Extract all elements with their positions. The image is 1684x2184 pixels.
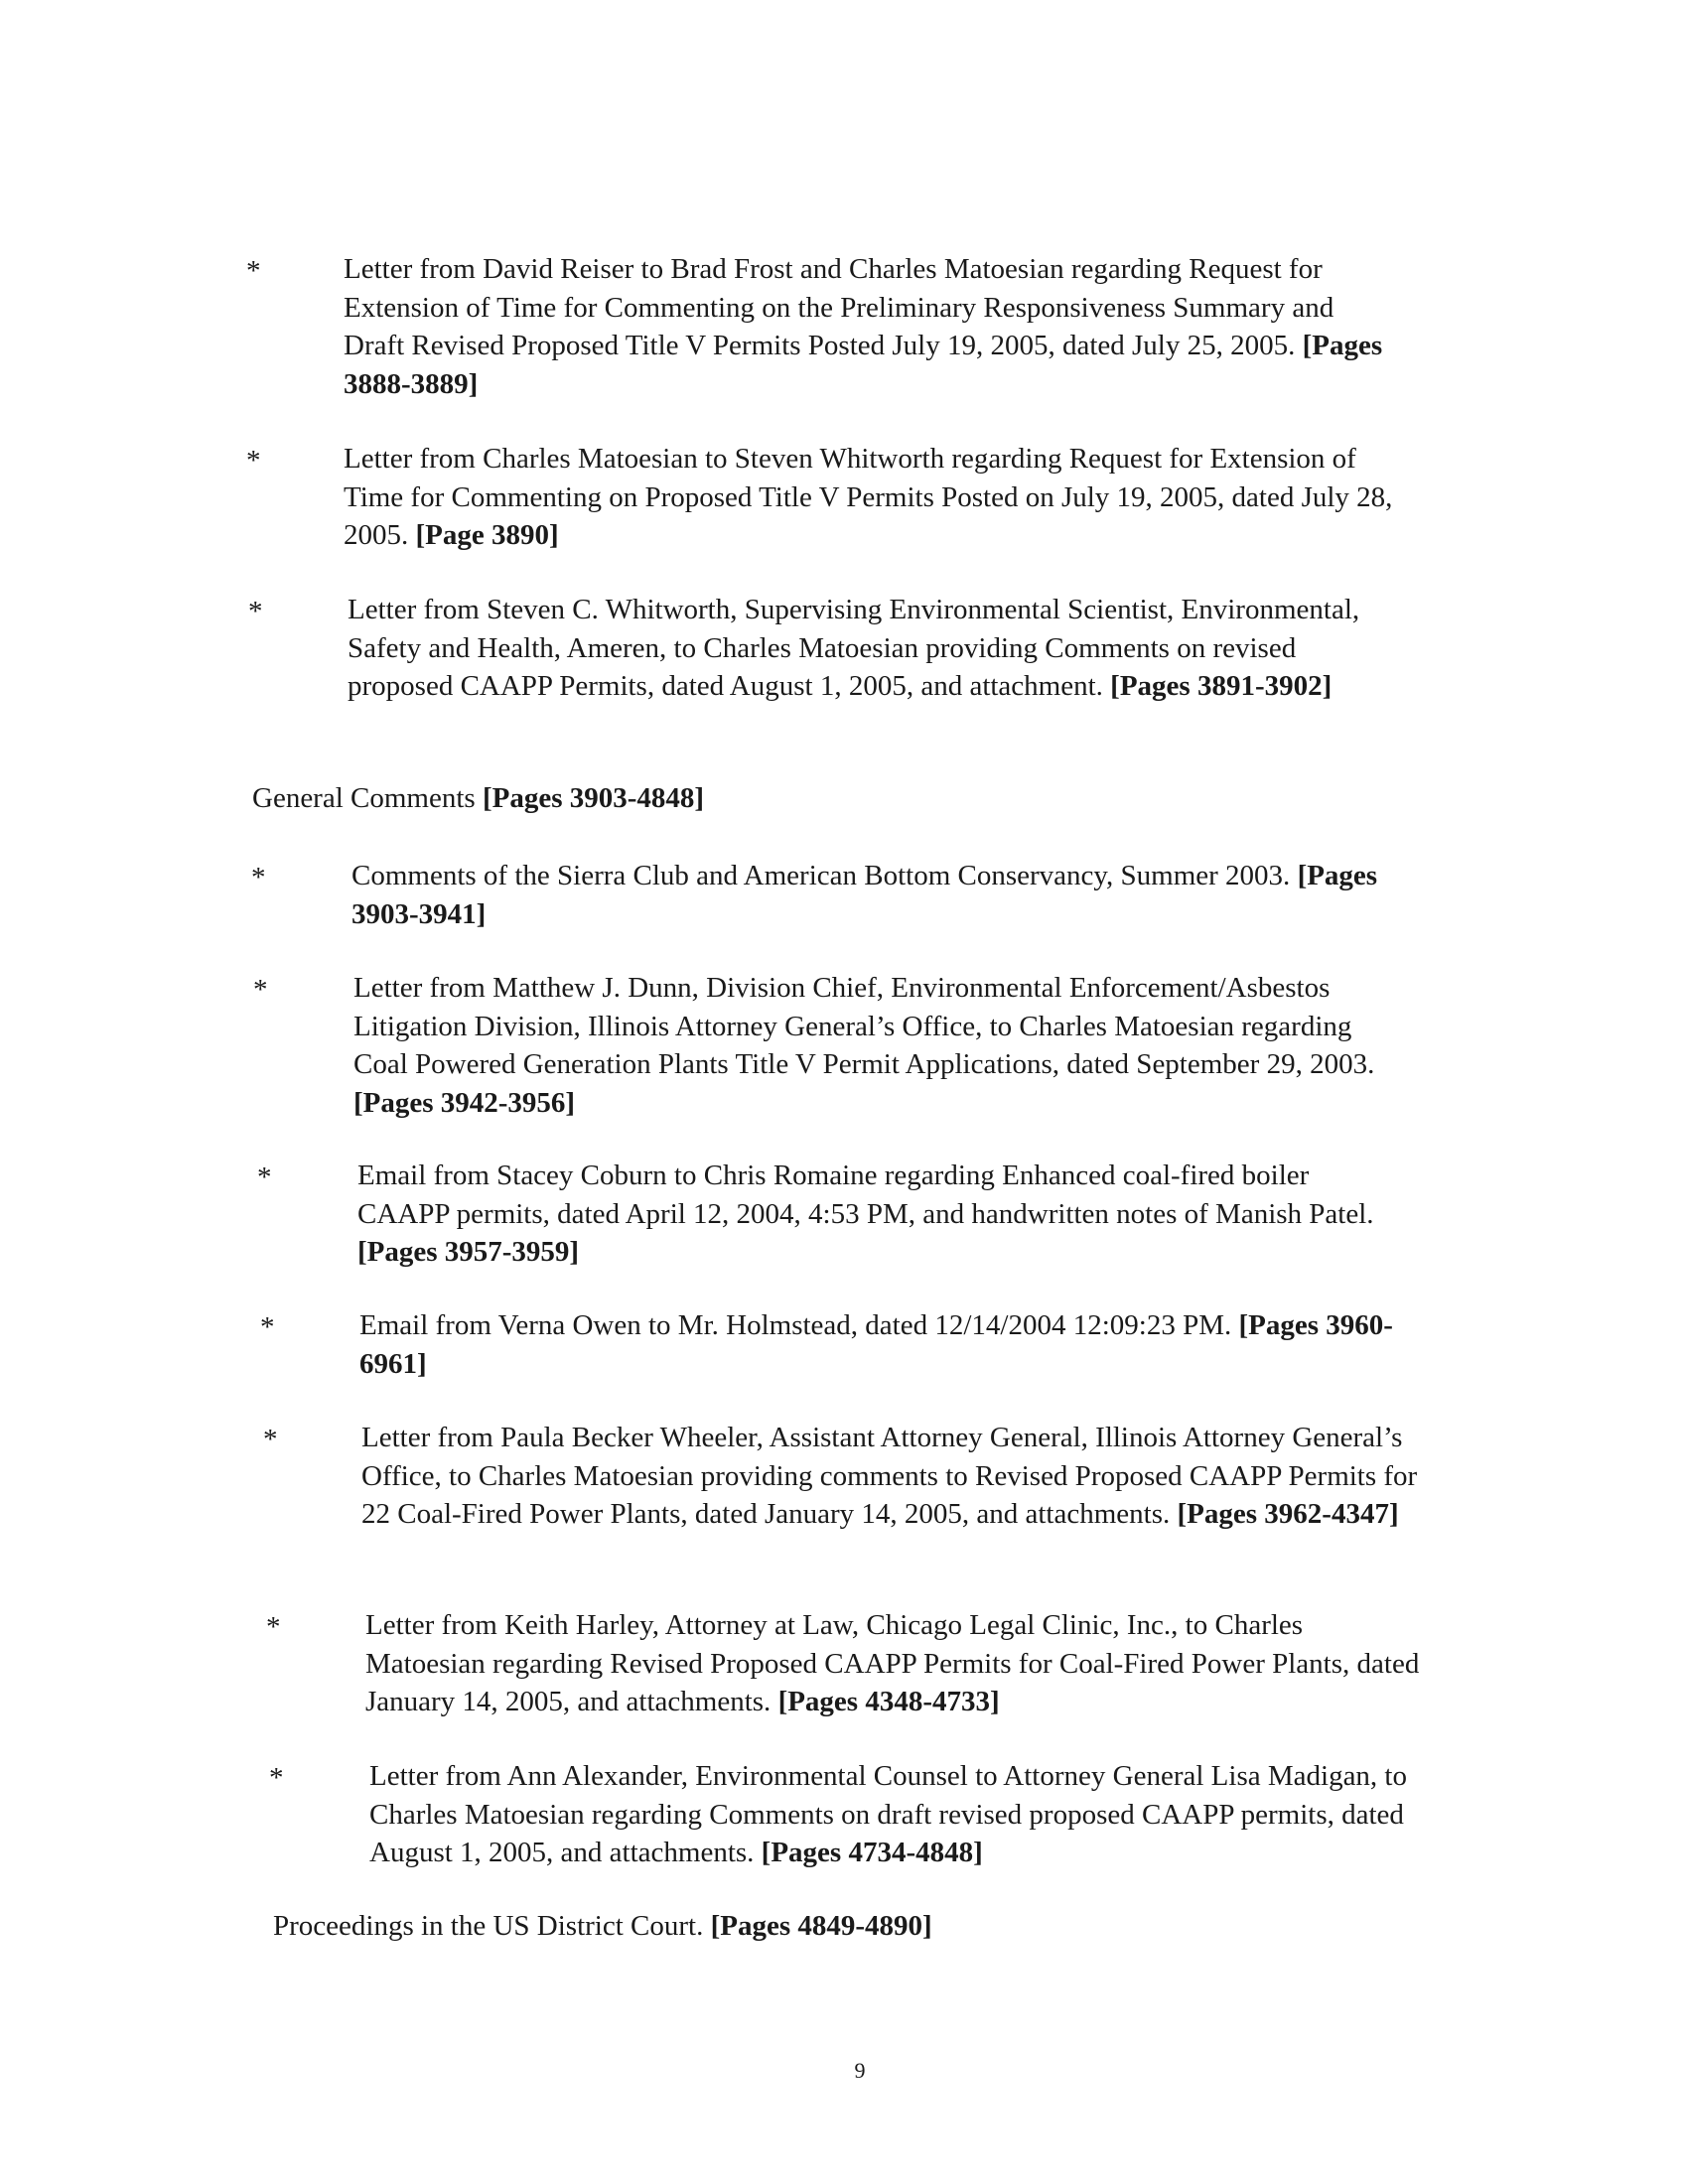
page-reference: [Pages 4849-4890] [710, 1910, 932, 1942]
page-reference: [Pages 3957-3959] [357, 1236, 580, 1268]
bullet-marker: * [251, 862, 266, 893]
entry-description: Letter from Keith Harley, Attorney at Law, Chicago Legal Clinic, Inc., to Charles Matoesian regarding Revised Proposed CAAPP Permits for Coal-Fired Power Plants, dated January 14, 2005, and attachments. [365, 1609, 1420, 1717]
list-item [344, 440, 1396, 555]
page-reference: [Pages 3960-6961] [359, 1309, 1393, 1380]
list-item [357, 1157, 1395, 1272]
entry-description: Email from Verna Owen to Mr. Holmstead, dated 12/14/2004 12:09:23 PM. [359, 1309, 1232, 1341]
section-title: General Comments [252, 782, 476, 814]
list-item [353, 969, 1411, 1122]
entry-description: Letter from David Reiser to Brad Frost and Charles Matoesian regarding Request for Extension of Time for Commenting on the Preliminary Responsiveness Summary and Draft Revised Proposed Title V Permits Posted July 19, 2005, dated July 25, 2005. [344, 253, 1334, 361]
entry-description: Letter from Matthew J. Dunn, Division Chief, Environmental Enforcement/Asbestos Litigation Division, Illinois Attorney General’s Office, to Charles Matoesian regarding Coal Powered Generation Plants Title V Permit Applications, dated September 29, 2003. [353, 972, 1375, 1080]
page-reference: [Page 3890] [415, 519, 559, 551]
list-item [344, 250, 1396, 403]
list-item [348, 591, 1380, 706]
page-reference: [Pages 3903-4848] [482, 782, 705, 814]
bullet-marker: * [257, 1161, 272, 1193]
entry-description: Letter from Paula Becker Wheeler, Assistant Attorney General, Illinois Attorney General’s Office, to Charles Matoesian providing comments to Revised Proposed CAAPP Permits for 22 Coal-Fired Power Plants, dated January 14, 2005, and attachments. [361, 1422, 1418, 1530]
page-reference: [Pages 4734-4848] [761, 1837, 983, 1868]
page-number: 9 [854, 2058, 866, 2083]
bullet-marker: * [246, 445, 261, 477]
page-reference: [Pages 3891-3902] [1110, 670, 1333, 702]
list-item [359, 1306, 1412, 1383]
section-title: Proceedings in the US District Court. [273, 1910, 704, 1942]
bullet-marker: * [253, 974, 268, 1006]
list-item [369, 1757, 1407, 1872]
entry-description: Letter from Steven C. Whitworth, Supervising Environmental Scientist, Environmental, Safety and Health, Ameren, to Charles Matoesian providing Comments on revised proposed CAAPP Permits, dated August 1, 2005, and attachment. [348, 594, 1360, 702]
bullet-marker: * [260, 1311, 275, 1343]
page-reference: [Pages 4348-4733] [777, 1686, 1000, 1717]
list-item [365, 1606, 1428, 1721]
list-item [361, 1419, 1429, 1534]
page-reference: [Pages 3903-3941] [351, 860, 1378, 930]
page-reference: [Pages 3942-3956] [353, 1086, 576, 1119]
section-heading-general-comments [252, 779, 704, 817]
entry-description: Email from Stacey Coburn to Chris Romaine regarding Enhanced coal-fired boiler CAAPP permits, dated April 12, 2004, 4:53 PM, and handwritten notes of Manish Patel. [357, 1160, 1374, 1230]
page-reference: [Pages 3888-3889] [344, 330, 1383, 400]
bullet-marker: * [246, 255, 261, 287]
bullet-marker: * [248, 596, 263, 627]
entry-description: Comments of the Sierra Club and American Bottom Conservancy, Summer 2003. [351, 860, 1291, 891]
bullet-marker: * [269, 1762, 284, 1794]
entry-description: Letter from Ann Alexander, Environmental Counsel to Attorney General Lisa Madigan, to Charles Matoesian regarding Comments on draft revised proposed CAAPP permits, dated August 1, 2005, and attachments. [369, 1760, 1407, 1868]
bullet-marker: * [263, 1424, 278, 1455]
section-heading-district-court [273, 1907, 932, 1945]
entry-description: Letter from Charles Matoesian to Steven Whitworth regarding Request for Extension of Time for Commenting on Proposed Title V Permits Posted on July 19, 2005, dated July 28, 2005. [344, 443, 1393, 551]
bullet-marker: * [266, 1611, 281, 1643]
list-item [351, 857, 1414, 933]
page-reference: [Pages 3962-4347] [1177, 1498, 1399, 1530]
